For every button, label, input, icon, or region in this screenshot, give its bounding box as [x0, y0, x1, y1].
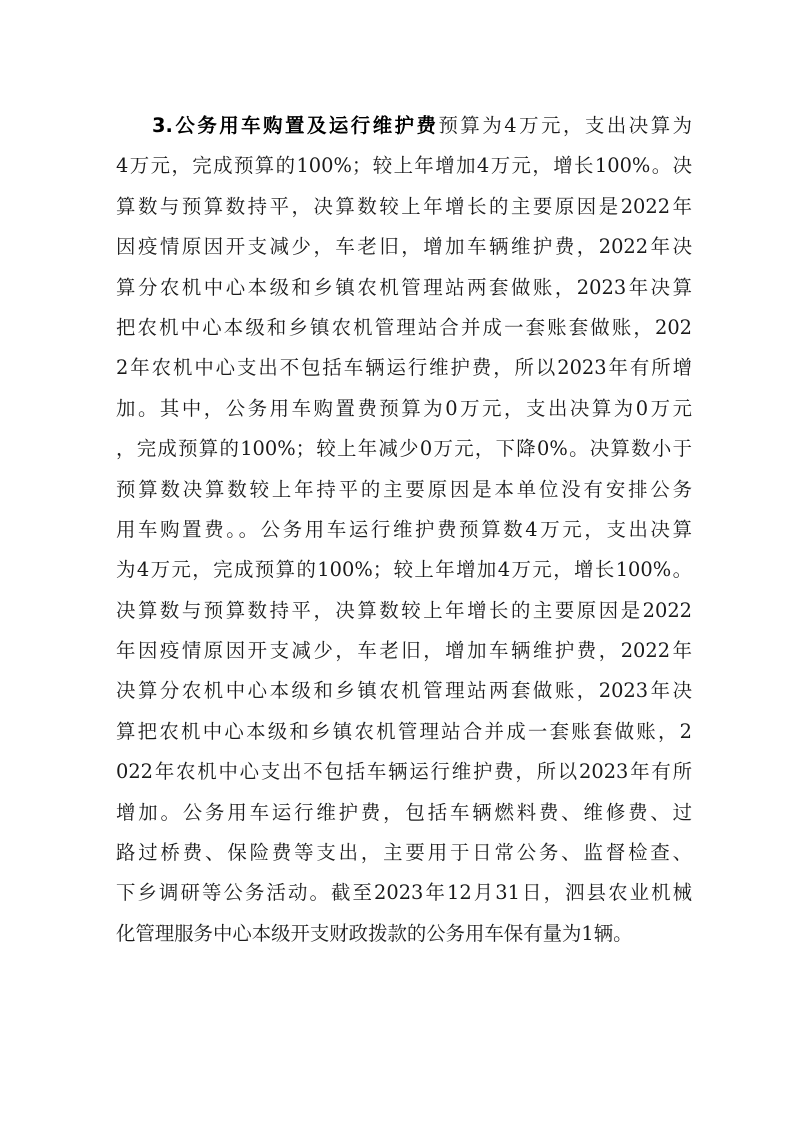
paragraph-line: 下乡调研等公务活动。截至2023年12月31日，泗县农业机械	[116, 881, 692, 905]
paragraph-line: 2年农机中心支出不包括车辆运行维护费，所以2023年有所增	[116, 356, 692, 380]
paragraph-line-last: 化管理服务中心本级开支财政拨款的公务用车保有量为1辆。	[116, 921, 633, 945]
paragraph-line: 预算数决算数较上年持平的主要原因是本单位没有安排公务	[116, 477, 692, 501]
section-heading: 3.公务用车购置及运行维护费	[152, 114, 439, 137]
paragraph-line-first	[116, 106, 692, 146]
paragraph-line: 算数与预算数持平，决算数较上年增长的主要原因是2022年	[116, 194, 692, 218]
paragraph-line: 加。其中，公务用车购置费预算为0万元，支出决算为0万元	[116, 396, 692, 420]
paragraph-line: 路过桥费、保险费等支出，主要用于日常公务、监督检查、	[116, 841, 692, 865]
paragraph-line: 年因疫情原因开支减少，车老旧，增加车辆维护费，2022年	[116, 639, 692, 663]
paragraph-line: 022年农机中心支出不包括车辆运行维护费，所以2023年有所	[116, 760, 692, 784]
paragraph-line: 增加。公务用车运行维护费，包括车辆燃料费、维修费、过	[116, 800, 692, 824]
paragraph-line: 因疫情原因开支减少，车老旧，增加车辆维护费，2022年决	[116, 235, 692, 259]
paragraph-line: 算分农机中心本级和乡镇农机管理站两套做账，2023年决算	[116, 275, 692, 299]
body-text	[116, 106, 692, 954]
paragraph-line: 算把农机中心本级和乡镇农机管理站合并成一套账套做账，2	[116, 719, 692, 743]
paragraph-line: 决算分农机中心本级和乡镇农机管理站两套做账，2023年决	[116, 679, 692, 703]
first-line-text: 预算为4万元，支出决算为	[438, 114, 693, 137]
paragraph-line: 用车购置费。。公务用车运行维护费预算数4万元，支出决算	[116, 517, 692, 541]
paragraph-line: 为4万元，完成预算的100%；较上年增加4万元，增长100%。	[116, 558, 692, 582]
paragraph-line: 决算数与预算数持平，决算数较上年增长的主要原因是2022	[116, 598, 692, 622]
paragraph-line: 4万元，完成预算的100%；较上年增加4万元，增长100%。决	[116, 154, 692, 178]
paragraph-line: ，完成预算的100%；较上年减少0万元，下降0%。决算数小于	[116, 437, 692, 461]
paragraph-line: 把农机中心本级和乡镇农机管理站合并成一套账套做账，202	[116, 315, 692, 339]
